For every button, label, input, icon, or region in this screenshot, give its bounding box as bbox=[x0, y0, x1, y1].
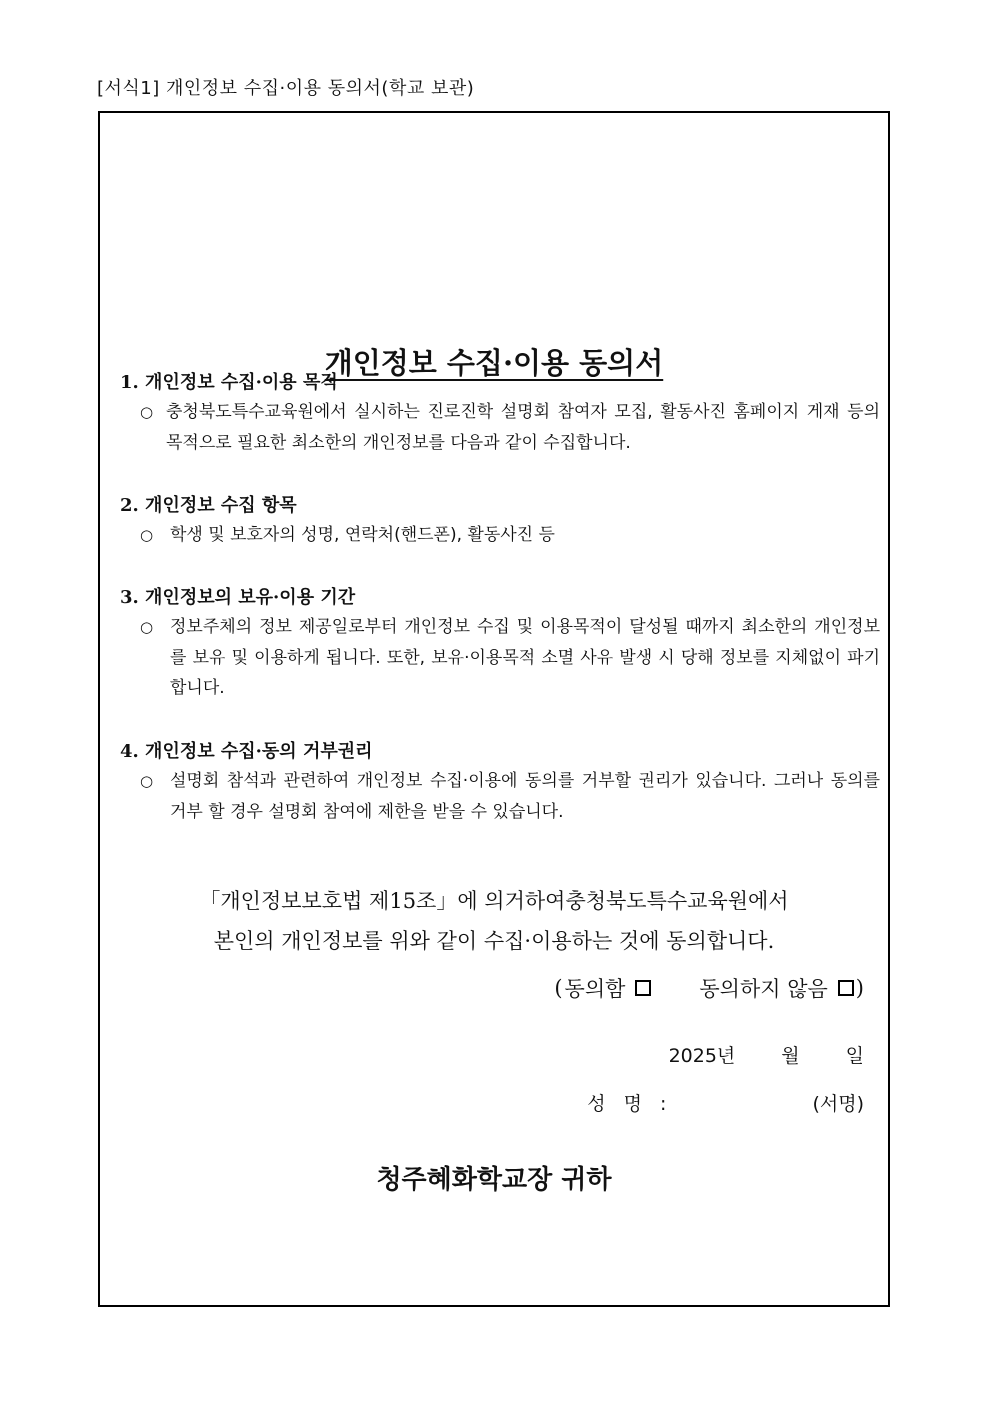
section-text: 정보주체의 정보 제공일로부터 개인정보 수집 및 이용목적이 달성될 때까지 최소한의 개인정보를 보유 및 이용하게 됩니다. 또한, 보유·이용목적 소멸 사유 발생 시 당해 정보를 지체없이 파기합니다. bbox=[170, 617, 880, 698]
disagree-checkbox[interactable] bbox=[838, 980, 854, 996]
section-body bbox=[120, 397, 880, 458]
section-heading: 1. 개인정보 수집·이용 목적 bbox=[120, 372, 338, 393]
section-refusal-right bbox=[120, 738, 880, 827]
section-text: 충청북도특수교육원에서 실시하는 진로진학 설명회 참여자 모집, 활동사진 홈페이지 게재 등의 목적으로 필요한 최소한의 개인정보를 다음과 같이 수집합니다. bbox=[166, 402, 880, 453]
circle-bullet-icon: ○ bbox=[140, 403, 154, 421]
section-body bbox=[120, 612, 880, 704]
signature-hint: (서명) bbox=[812, 1093, 864, 1115]
section-body bbox=[120, 520, 880, 551]
section-heading: 4. 개인정보 수집·동의 거부권리 bbox=[120, 741, 373, 762]
statement-line-2: 본인의 개인정보를 위와 같이 수집·이용하는 것에 동의합니다. bbox=[213, 929, 775, 953]
section-body bbox=[120, 766, 880, 827]
form-label: [서식1] 개인정보 수집·이용 동의서(학교 보관) bbox=[97, 78, 475, 99]
consent-options bbox=[554, 973, 864, 1003]
circle-bullet-icon: ○ bbox=[140, 526, 154, 544]
section-heading: 3. 개인정보의 보유·이용 기간 bbox=[120, 587, 356, 608]
consent-statement bbox=[100, 881, 888, 961]
agree-checkbox[interactable] bbox=[635, 980, 651, 996]
section-retention bbox=[120, 584, 880, 704]
section-text: 설명회 참석과 관련하여 개인정보 수집·이용에 동의를 거부할 권리가 있습니다. 그러나 동의를 거부 할 경우 설명회 참여에 제한을 받을 수 있습니다. bbox=[170, 771, 880, 822]
date-year[interactable]: 2025년 bbox=[668, 1045, 736, 1067]
agree-label: 동의함 bbox=[564, 977, 626, 1001]
name-blank[interactable] bbox=[672, 1089, 812, 1116]
circle-bullet-icon: ○ bbox=[140, 618, 154, 636]
statement-line-1: 「개인정보보호법 제15조」에 의거하여충청북도특수교육원에서 bbox=[199, 889, 789, 913]
section-items bbox=[120, 492, 880, 551]
recipient: 청주혜화학교장 귀하 bbox=[376, 1165, 612, 1195]
document-title-text: 개인정보 수집·이용 동의서 bbox=[324, 346, 664, 380]
circle-bullet-icon: ○ bbox=[140, 772, 154, 790]
signature-field bbox=[587, 1089, 864, 1116]
consent-open-paren: ( bbox=[554, 976, 563, 1000]
name-label: 성 명 : bbox=[587, 1093, 673, 1115]
date-field bbox=[669, 1041, 864, 1068]
section-purpose bbox=[120, 369, 880, 458]
section-heading: 2. 개인정보 수집 항목 bbox=[120, 495, 297, 516]
consent-close-paren: ) bbox=[855, 976, 864, 1000]
date-month[interactable]: 월 bbox=[781, 1045, 800, 1067]
disagree-label: 동의하지 않음 bbox=[699, 977, 828, 1001]
section-text: 학생 및 보호자의 성명, 연락처(핸드폰), 활동사진 등 bbox=[170, 525, 555, 545]
document-frame bbox=[98, 111, 890, 1307]
date-day[interactable]: 일 bbox=[845, 1045, 864, 1067]
